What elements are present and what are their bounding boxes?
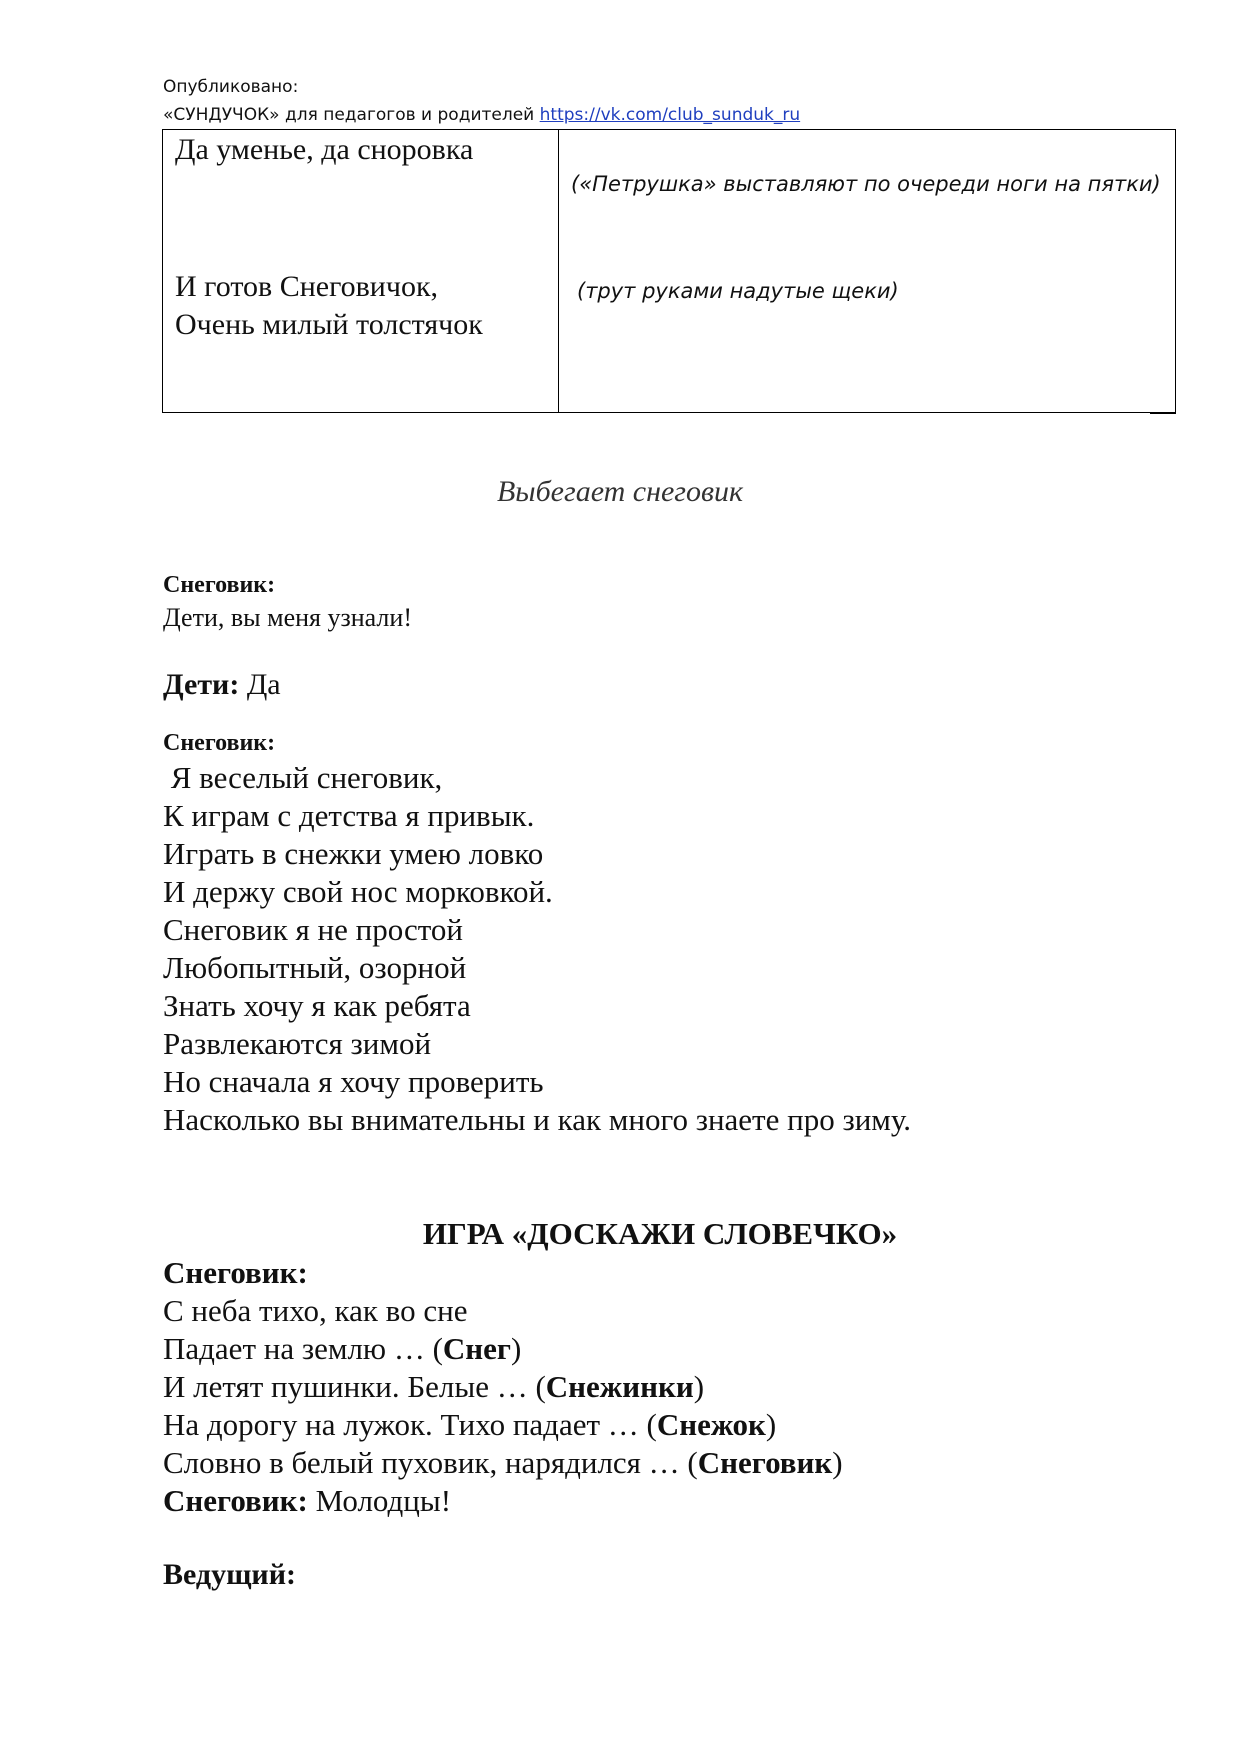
speaker-host: Ведущий: bbox=[163, 1558, 296, 1591]
praise-line bbox=[163, 1482, 843, 1520]
speaker-snowman-1: Снеговик: bbox=[163, 572, 276, 598]
children-reply: Да bbox=[239, 668, 281, 701]
poem-line: Развлекаются зимой bbox=[163, 1026, 432, 1061]
source-text: «СУНДУЧОК» для педагогов и родителей bbox=[163, 105, 540, 125]
poem-line: Снеговик я не простой bbox=[163, 912, 463, 947]
table-action-note-2: (трут руками надутые щеки) bbox=[577, 279, 899, 303]
children-reply-line bbox=[163, 666, 281, 704]
speaker-snowman-3: Снеговик: bbox=[163, 1255, 308, 1290]
poem-line: Я веселый снеговик, bbox=[163, 760, 443, 795]
stage-direction: Выбегает снеговик bbox=[496, 475, 744, 508]
game-line-1: С неба тихо, как во сне bbox=[163, 1293, 468, 1328]
source-link[interactable]: https://vk.com/club_sunduk_ru bbox=[539, 105, 801, 125]
poem-line: Насколько вы внимательны и как много знаете про зиму. bbox=[163, 1102, 912, 1137]
game-line-4: На дорогу на лужок. Тихо падает … (Снежок) bbox=[163, 1407, 777, 1442]
poem-line: Играть в снежки умею ловко bbox=[163, 836, 544, 871]
poem-line: К играм с детства я привык. bbox=[163, 798, 535, 833]
snowman-line-1: Дети, вы меня узнали! bbox=[163, 603, 412, 632]
game-answer-3: Снежок bbox=[656, 1407, 766, 1442]
game-line-3: И летят пушинки. Белые … (Снежинки) bbox=[163, 1369, 705, 1404]
table-verse-line-1: Да уменье, да сноровка bbox=[175, 133, 474, 166]
poem-line: Любопытный, озорной bbox=[163, 950, 467, 985]
table-column-divider bbox=[558, 129, 559, 413]
snowman-poem bbox=[163, 759, 911, 1139]
table-verse-line-3: Очень милый толстячок bbox=[175, 308, 483, 341]
game-line-2: Падает на землю … (Снег) bbox=[163, 1331, 522, 1366]
table-verse-lines-2-3 bbox=[175, 268, 483, 344]
poem-line: И держу свой нос морковкой. bbox=[163, 874, 553, 909]
game-answer-4: Снеговик bbox=[697, 1445, 833, 1480]
speaker-children: Дети: bbox=[163, 668, 240, 701]
game-title: ИГРА «ДОСКАЖИ СЛОВЕЧКО» bbox=[422, 1216, 898, 1251]
game-line-5: Словно в белый пуховик, нарядился … (Снеговик) bbox=[163, 1445, 843, 1480]
praise-text: Молодцы! bbox=[307, 1483, 452, 1518]
table-edge-mark bbox=[1150, 413, 1176, 414]
table-verse-line-2: И готов Снеговичок, bbox=[175, 270, 439, 303]
speaker-snowman-2: Снеговик: bbox=[163, 730, 276, 756]
game-answer-1: Снег bbox=[442, 1331, 512, 1366]
game-block bbox=[163, 1254, 843, 1520]
speaker-snowman-4: Снеговик: bbox=[163, 1483, 308, 1518]
table-action-note-1: («Петрушка» выставляют по очереди ноги на пятки) bbox=[571, 172, 1161, 196]
published-label: Опубликовано: bbox=[163, 77, 299, 97]
poem-line: Знать хочу я как ребята bbox=[163, 988, 471, 1023]
game-answer-2: Снежинки bbox=[545, 1369, 694, 1404]
source-line bbox=[163, 104, 800, 126]
poem-line: Но сначала я хочу проверить bbox=[163, 1064, 544, 1099]
